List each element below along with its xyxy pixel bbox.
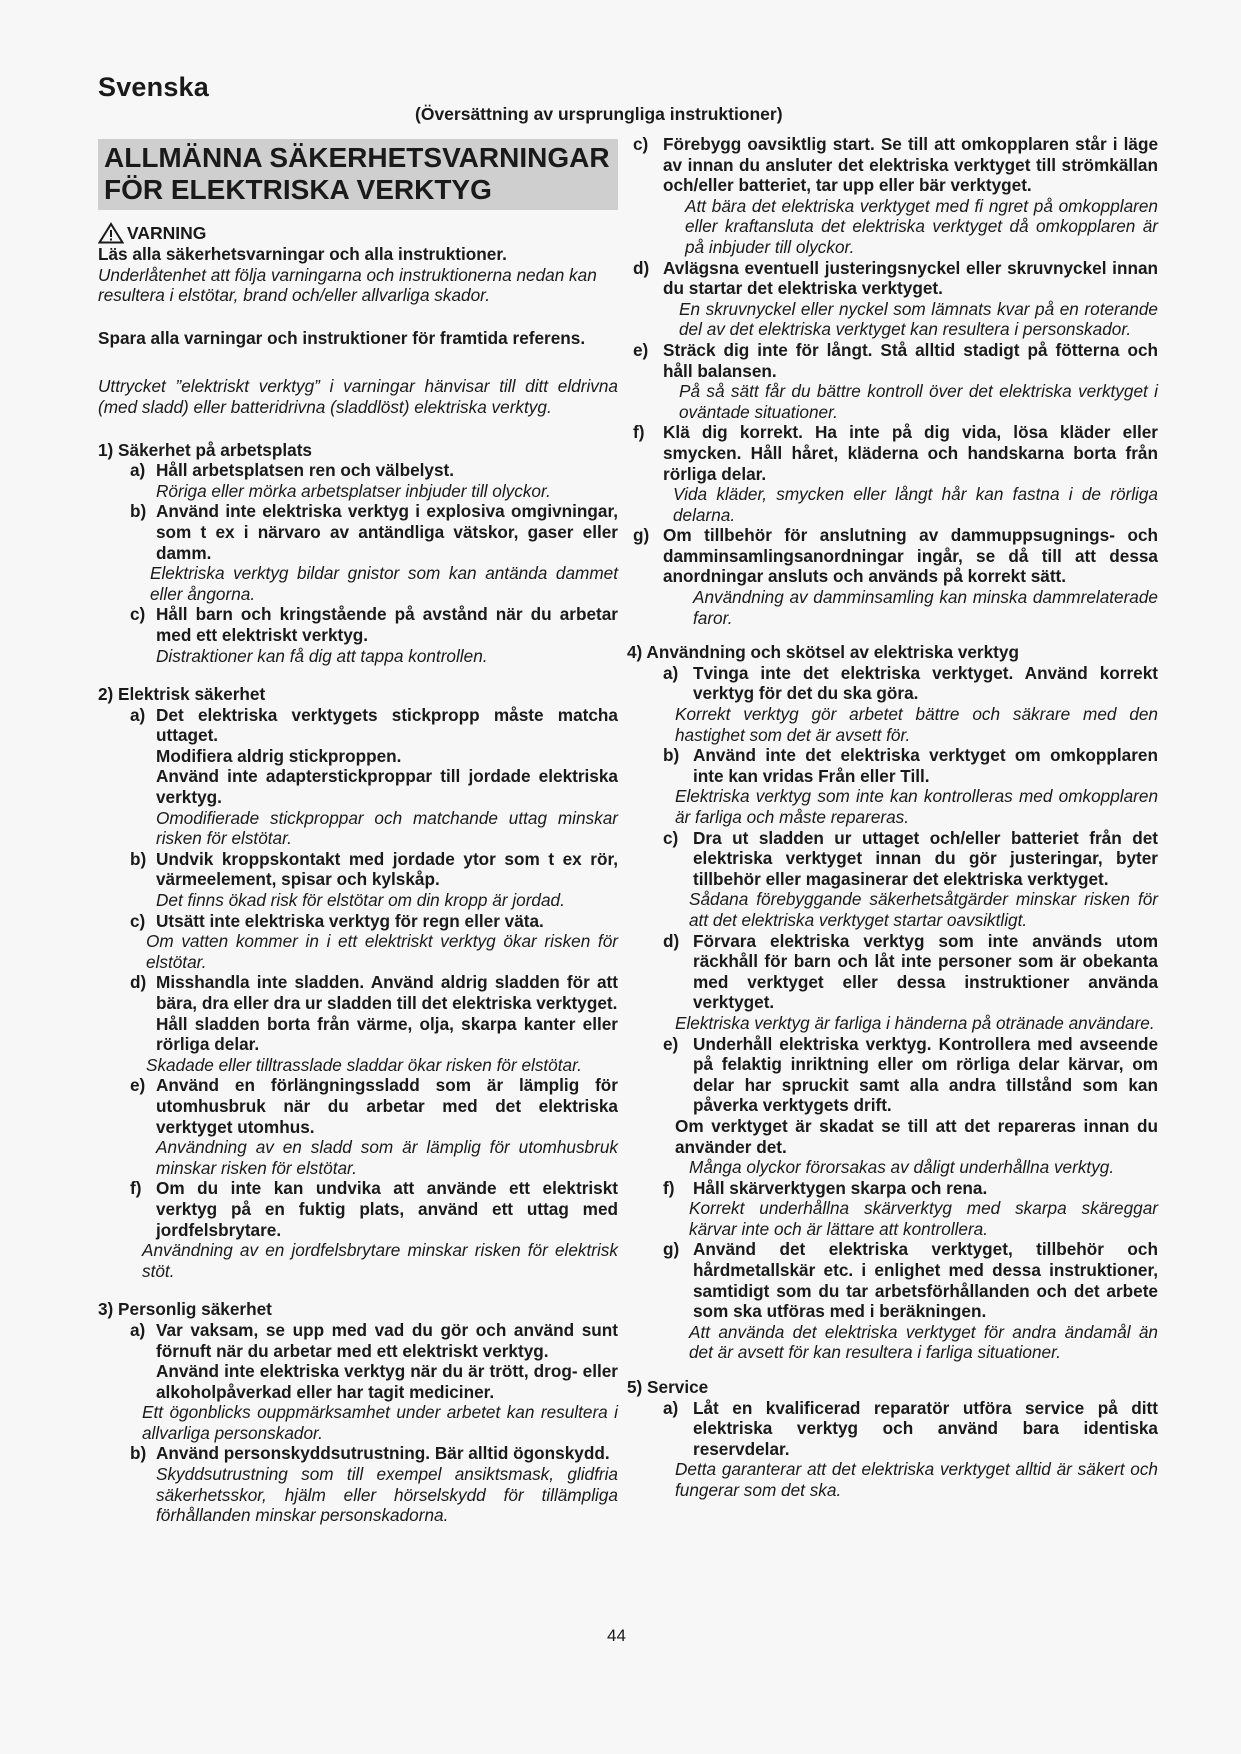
s4c-label: c)	[663, 827, 679, 848]
section-heading	[98, 139, 618, 210]
section-3-title: 3) Personlig säkerhet	[98, 1299, 272, 1320]
s4f-text: Håll skärverktygen skarpa och rena.	[693, 1177, 988, 1198]
term-definition: Uttrycket ”elektriskt verktyg” i varningar hänvisar till ditt eldrivna (med sladd) eller batteridrivna (sladdlöst) elektriska verktyg.	[98, 376, 618, 417]
s2a-label: a)	[130, 704, 146, 725]
s4b-note: Elektriska verktyg som inte kan kontrolleras med omkopplaren är farliga och måste repareras.	[675, 786, 1158, 827]
e-label: e)	[633, 339, 649, 360]
s2f-label: f)	[130, 1178, 142, 1199]
s1a-note: Röriga eller mörka arbetsplatser inbjuder till olyckor.	[156, 480, 551, 501]
s2b-note: Det finns ökad risk för elstötar om din kropp är jordad.	[156, 890, 565, 911]
s4e-text: Underhåll elektriska verktyg. Kontrollera med avseende på felaktig inriktning eller om rörliga delar kärvar, om delar har spruckit samt alla andra tillstånd som kan påverka verktygets drift.	[693, 1033, 1158, 1116]
s4e-text-2: Om verktyget är skadat se till att det repareras innan du använder det.	[675, 1115, 1158, 1157]
section-2-title: 2) Elektrisk säkerhet	[98, 684, 266, 705]
s3a-text-2: Använd inte elektriska verktyg när du är trött, drog- eller alkoholpåverkad eller har tagit mediciner.	[156, 1361, 618, 1402]
s2d-text-1: Misshandla inte sladden. Använd aldrig sladden för att bära, dra eller dra ur sladden till det elektriska verktyget.	[156, 972, 618, 1013]
d-note: En skruvnyckel eller nyckel som lämnats kvar på en roterande del av det elektriska verktyget kan resultera i personskador.	[679, 298, 1158, 340]
warning-triangle-icon	[98, 222, 124, 244]
s5a-label: a)	[663, 1397, 679, 1418]
s4b-text: Använd inte det elektriska verktyget om omkopplaren inte kan vridas Från eller Till.	[693, 745, 1158, 786]
s1c-note: Distraktioner kan få dig att tappa kontrollen.	[156, 645, 488, 666]
s4f-note: Korrekt underhållna skärverktyg med skarpa skäreggar kärvar inte och är lättare att kontrollera.	[689, 1198, 1158, 1239]
s2e-text: Använd en förlängningssladd som är lämplig för utomhusbruk när du arbetar med det elektriska verktyget utomhus.	[156, 1075, 618, 1137]
c-note: Att bära det elektriska verktyget med fi ngret på omkopplaren eller kraftansluta det elektriska verktyget då omkopplaren är på inbjuder till olyckor.	[685, 195, 1158, 257]
s1a-label: a)	[130, 460, 146, 481]
s4e-note: Många olyckor förorsakas av dåligt underhållna verktyg.	[689, 1157, 1115, 1178]
f-text: Klä dig korrekt. Ha inte på dig vida, lösa kläder eller smycken. Håll håret, kläderna och handskarna borta från rörliga delar.	[663, 422, 1158, 484]
s1a-text: Håll arbetsplatsen ren och välbelyst.	[156, 460, 455, 481]
section-4-title: 4) Användning och skötsel av elektriska verktyg	[627, 642, 1019, 663]
s2b-text: Undvik kroppskontakt med jordade ytor som t ex rör, värmeelement, spisar och kylskåp.	[156, 848, 618, 890]
save-instructions: Spara alla varningar och instruktioner för framtida referens.	[98, 327, 586, 348]
s1c-text: Håll barn och kringstående på avstånd när du arbetar med ett elektriskt verktyg.	[156, 604, 618, 645]
left-column	[98, 134, 618, 1526]
s1b-label: b)	[130, 501, 147, 522]
s4c-text: Dra ut sladden ur uttaget och/eller batteriet från det elektriska verktyget innan du gör justeringar, byter tillbehör eller magasinerar det elektriska verktyget.	[693, 827, 1158, 889]
s3a-text-1: Var vaksam, se upp med vad du gör och använd sunt förnuft när du arbetar med ett elektriskt verktyg.	[156, 1319, 618, 1361]
intro-italic: Underlåtenhet att följa varningarna och instruktionerna nedan kan resultera i elstötar, brand och/eller allvarliga skador.	[98, 264, 597, 306]
s4f-label: f)	[663, 1177, 675, 1198]
f-label: f)	[633, 422, 645, 443]
f-note: Vida kläder, smycken eller långt hår kan fastna i de rörliga delarna.	[673, 484, 1158, 525]
s5a-note: Detta garanterar att det elektriska verktyget alltid är säkert och fungerar som det ska.	[675, 1459, 1158, 1500]
page-subtitle: (Översättning av ursprungliga instruktioner)	[415, 104, 783, 124]
page-number: 44	[607, 1626, 626, 1645]
g-note: Användning av damminsamling kan minska dammrelaterade faror.	[693, 587, 1158, 628]
s2d-text-2: Håll sladden borta från värme, olja, skarpa kanter eller rörliga delar.	[156, 1013, 618, 1055]
s4a-note: Korrekt verktyg gör arbetet bättre och säkrare med den hastighet som det är avsett för.	[675, 704, 1158, 745]
s2c-label: c)	[130, 910, 146, 931]
s4g-label: g)	[663, 1239, 680, 1260]
s4d-label: d)	[663, 930, 680, 951]
s4g-text: Använd det elektriska verktyget, tillbehör och hårdmetallskär etc. i enlighet med dessa instruktioner, samtidigt som du tar arbetsförhållanden och det arbete som ska utföras med i beräkningen.	[693, 1239, 1158, 1322]
s4a-text: Tvinga inte det elektriska verktyget. Använd korrekt verktyg för det du ska göra.	[693, 662, 1158, 704]
s4b-label: b)	[663, 745, 680, 766]
s4d-note: Elektriska verktyg är farliga i händerna på otränade användare.	[675, 1012, 1155, 1033]
right-column	[627, 134, 1158, 1501]
e-text: Sträck dig inte för långt. Stå alltid stadigt på fötterna och håll balansen.	[663, 339, 1158, 381]
warning-line	[98, 222, 618, 244]
heading-line-1: ALLMÄNNA SÄKERHETSVARNINGAR	[104, 142, 610, 173]
s2a-note: Omodifierade stickproppar och matchande uttag minskar risken för elstötar.	[156, 807, 618, 849]
e-note: På så sätt får du bättre kontroll över det elektriska verktyget i oväntade situationer.	[679, 381, 1158, 422]
s1c-label: c)	[130, 604, 146, 625]
s1b-note: Elektriska verktyg bildar gnistor som kan antända dammet eller ångorna.	[150, 563, 618, 604]
page-language: Svenska	[98, 72, 209, 102]
section-5-title: 5) Service	[627, 1377, 709, 1398]
s4c-note: Sådana förebyggande säkerhetsåtgärder minskar risken för att det elektriska verktyget startar oavsiktligt.	[689, 889, 1158, 930]
s2d-label: d)	[130, 972, 147, 993]
d-label: d)	[633, 257, 650, 278]
s2e-label: e)	[130, 1075, 146, 1096]
s4g-note: Att använda det elektriska verktyget för andra ändamål än det är avsett för kan resultera i farliga situationer.	[689, 1321, 1158, 1363]
c-text: Förebygg oavsiktlig start. Se till att omkopplaren står i läge av innan du ansluter det elektriska verktyget till strömkällan och/eller batteriet, tar upp eller bär verktyget.	[663, 134, 1158, 196]
s3b-text: Använd personskyddsutrustning. Bär alltid ögonskydd.	[156, 1443, 610, 1464]
s2a-text-1: Det elektriska verktygets stickpropp måste matcha uttaget.	[156, 704, 618, 746]
s3b-label: b)	[130, 1443, 147, 1464]
s2f-note: Användning av en jordfelsbrytare minskar risken för elektrisk stöt.	[142, 1240, 618, 1281]
s4e-label: e)	[663, 1033, 679, 1054]
warning-label: VARNING	[127, 222, 207, 243]
c-label: c)	[633, 134, 649, 154]
s5a-text: Låt en kvalificerad reparatör utföra service på ditt elektriska verktyg och använd bara identiska reservdelar.	[693, 1397, 1158, 1459]
s4d-text: Förvara elektriska verktyg som inte används utom räckhåll för barn och låt inte personer som är obekanta med verktyget eller dessa instruktioner använda verktyget.	[693, 930, 1158, 1013]
s4a-label: a)	[663, 662, 679, 683]
s2f-text: Om du inte kan undvika att använde ett elektriskt verktyg på en fuktig plats, använd ett uttag med jordfelsbrytare.	[156, 1178, 618, 1240]
s3a-label: a)	[130, 1319, 146, 1340]
s3a-note: Ett ögonblicks ouppmärksamhet under arbetet kan resultera i allvarliga personskador.	[142, 1402, 618, 1443]
intro-bold: Läs alla säkerhetsvarningar och alla instruktioner.	[98, 244, 507, 264]
g-text: Om tillbehör för anslutning av dammuppsugnings- och damminsamlingsanordningar ingår, se då till att dessa anordningar ansluts och används på korrekt sätt.	[663, 525, 1158, 587]
s2a-text-3: Använd inte adapterstickproppar till jordade elektriska verktyg.	[156, 766, 618, 808]
s2e-note: Användning av en sladd som är lämplig för utomhusbruk minskar risken för elstötar.	[156, 1137, 618, 1178]
s2d-note: Skadade eller tilltrasslade sladdar ökar risken för elstötar.	[146, 1054, 582, 1075]
section-1-title: 1) Säkerhet på arbetsplats	[98, 439, 312, 460]
g-label: g)	[633, 525, 650, 546]
s1b-text: Använd inte elektriska verktyg i explosiva omgivningar, som t ex i närvaro av antändliga vätskor, gaser eller damm.	[156, 501, 618, 563]
s2c-note: Om vatten kommer in i ett elektriskt verktyg ökar risken för elstötar.	[146, 931, 618, 972]
s2b-label: b)	[130, 848, 147, 869]
d-text: Avlägsna eventuell justeringsnyckel eller skruvnyckel innan du startar det elektriska verktyget.	[663, 257, 1158, 299]
s2a-text-2: Modifiera aldrig stickproppen.	[156, 745, 402, 766]
s2c-text: Utsätt inte elektriska verktyg för regn eller väta.	[156, 910, 544, 931]
heading-line-2: FÖR ELEKTRISKA VERKTYG	[104, 174, 492, 205]
s3b-note: Skyddsutrustning som till exempel ansiktsmask, glidfria säkerhetsskor, hjälm eller hörselskydd för tillämpliga förhållanden minskar personskadorna.	[156, 1464, 618, 1526]
